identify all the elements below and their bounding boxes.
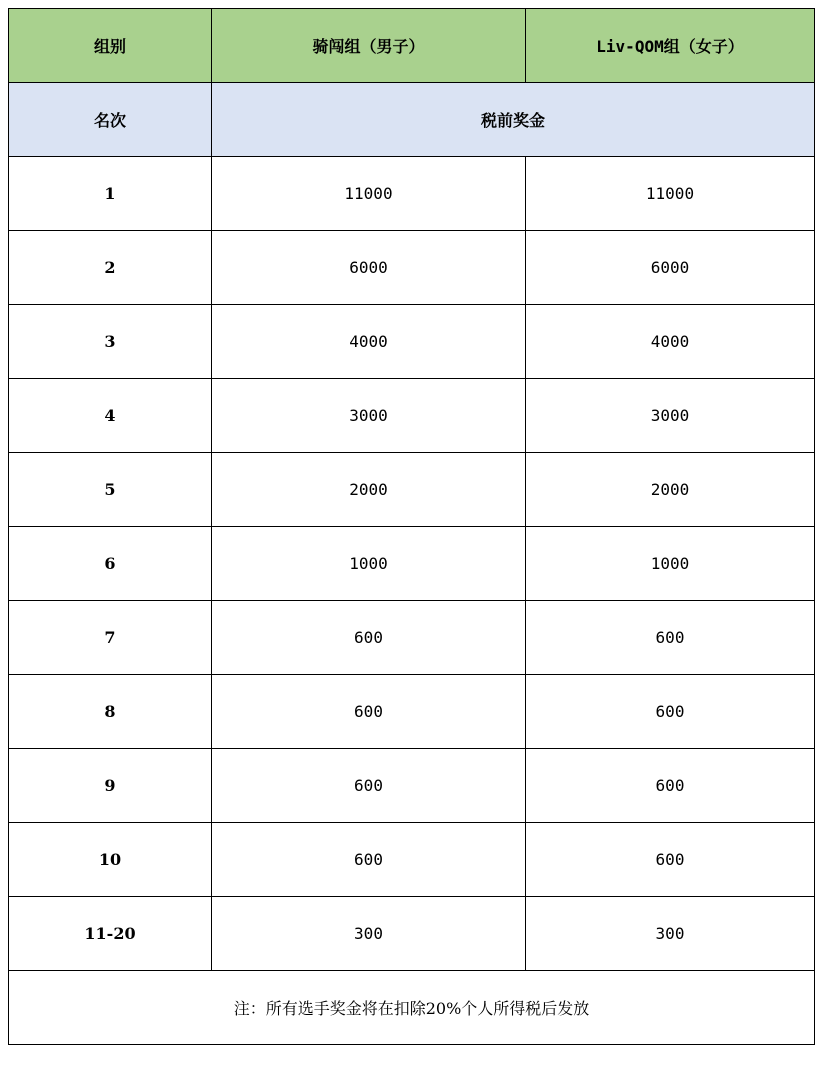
rank-cell: 6	[9, 527, 212, 601]
women-prize-cell: 2000	[526, 453, 815, 527]
women-prize-cell: 3000	[526, 379, 815, 453]
prize-table	[8, 8, 815, 1045]
women-group-header-cell: Liv-QOM组（女子）	[526, 9, 815, 83]
table-row	[9, 305, 815, 379]
rank-header-cell: 名次	[9, 83, 212, 157]
table-row	[9, 527, 815, 601]
men-prize-cell: 600	[212, 601, 526, 675]
men-prize-cell: 300	[212, 897, 526, 971]
rank-cell: 11-20	[9, 897, 212, 971]
women-prize-cell: 6000	[526, 231, 815, 305]
table-row	[9, 897, 815, 971]
rank-cell: 10	[9, 823, 212, 897]
prize-header-cell: 税前奖金	[212, 83, 815, 157]
table-row	[9, 749, 815, 823]
women-prize-cell: 600	[526, 823, 815, 897]
women-prize-cell: 300	[526, 897, 815, 971]
women-prize-cell: 600	[526, 749, 815, 823]
men-prize-cell: 3000	[212, 379, 526, 453]
women-prize-cell: 1000	[526, 527, 815, 601]
rank-cell: 9	[9, 749, 212, 823]
table-row	[9, 453, 815, 527]
table-row	[9, 823, 815, 897]
men-prize-cell: 6000	[212, 231, 526, 305]
rank-header-row	[9, 83, 815, 157]
rank-cell: 2	[9, 231, 212, 305]
rank-cell: 4	[9, 379, 212, 453]
rank-cell: 1	[9, 157, 212, 231]
women-prize-cell: 600	[526, 601, 815, 675]
table-row	[9, 231, 815, 305]
women-prize-cell: 4000	[526, 305, 815, 379]
group-header-cell: 组别	[9, 9, 212, 83]
rank-cell: 3	[9, 305, 212, 379]
men-prize-cell: 2000	[212, 453, 526, 527]
men-prize-cell: 1000	[212, 527, 526, 601]
men-prize-cell: 600	[212, 823, 526, 897]
table-row	[9, 601, 815, 675]
group-header-row	[9, 9, 815, 83]
women-prize-cell: 11000	[526, 157, 815, 231]
note-row	[9, 971, 815, 1045]
men-prize-cell: 600	[212, 749, 526, 823]
men-prize-cell: 600	[212, 675, 526, 749]
note-cell: 注：所有选手奖金将在扣除20%个人所得税后发放	[9, 971, 815, 1045]
men-prize-cell: 11000	[212, 157, 526, 231]
rank-cell: 5	[9, 453, 212, 527]
men-group-header-cell: 骑闯组（男子）	[212, 9, 526, 83]
rank-cell: 7	[9, 601, 212, 675]
table-row	[9, 675, 815, 749]
table-row	[9, 379, 815, 453]
men-prize-cell: 4000	[212, 305, 526, 379]
table-row	[9, 157, 815, 231]
rank-cell: 8	[9, 675, 212, 749]
women-prize-cell: 600	[526, 675, 815, 749]
